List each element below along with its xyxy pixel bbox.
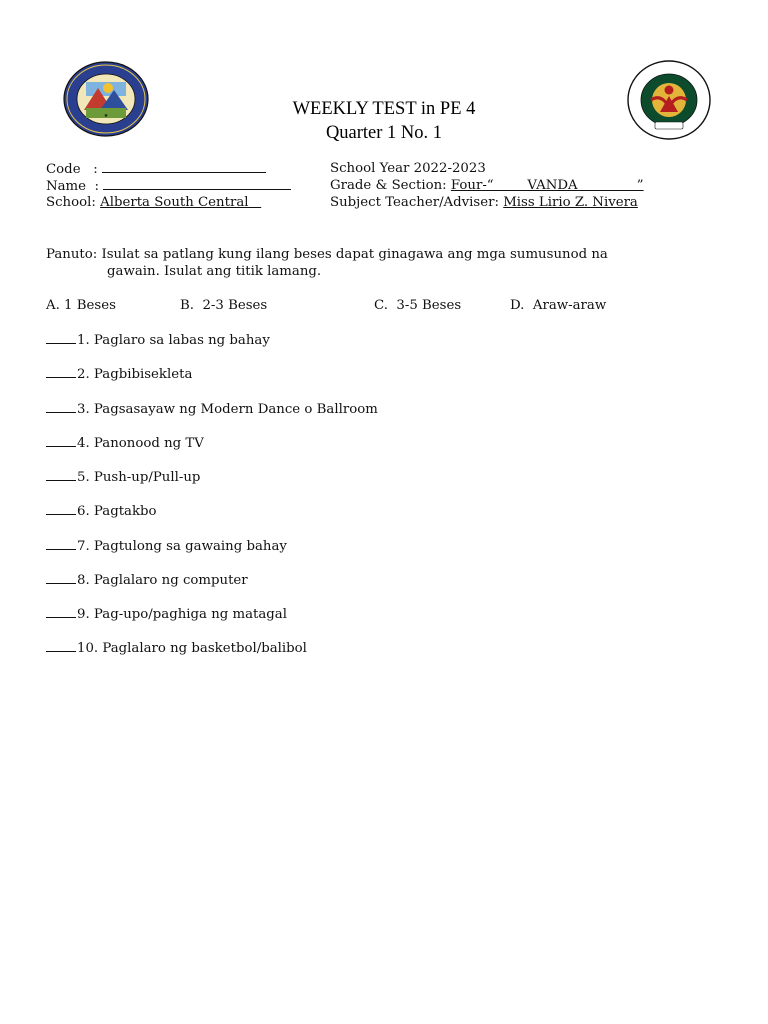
list-item — [46, 571, 248, 589]
school-label: School: — [46, 195, 96, 210]
teacher-value: Miss Lirio Z. Nivera — [503, 195, 638, 210]
answer-blank[interactable] — [46, 434, 76, 447]
answer-blank[interactable] — [46, 502, 76, 515]
instructions-line-2: gawain. Isulat ang titik lamang. — [107, 264, 322, 279]
item-text: 10. Paglalaro ng basketbol/balibol — [77, 641, 307, 656]
answer-blank[interactable] — [46, 468, 76, 481]
grade-row — [330, 177, 644, 194]
list-item — [46, 400, 378, 418]
grade-label: Grade & Section: — [330, 178, 447, 193]
name-row — [46, 177, 291, 195]
answer-blank[interactable] — [46, 571, 76, 584]
item-text: 4. Panonood ng TV — [77, 436, 204, 451]
answer-blank[interactable] — [46, 400, 76, 413]
test-title: WEEKLY TEST in PE 4 — [292, 99, 476, 119]
grade-value: Four-“ VANDA ” — [450, 178, 644, 193]
item-text: 2. Pagbibisekleta — [77, 367, 193, 382]
teacher-label: Subject Teacher/Adviser: — [330, 195, 499, 210]
choice-d: D. Araw-araw — [510, 298, 607, 313]
svg-text:★: ★ — [103, 113, 109, 119]
code-label: Code : — [46, 162, 98, 177]
item-text: 5. Push-up/Pull-up — [77, 470, 201, 485]
item-text: 6. Pagtakbo — [77, 504, 157, 519]
list-item — [46, 434, 204, 452]
choice-a: A. 1 Beses — [46, 298, 116, 313]
choice-c: C. 3-5 Beses — [374, 298, 462, 313]
list-item — [46, 468, 200, 486]
answer-blank[interactable] — [46, 365, 76, 378]
school-row — [46, 194, 261, 211]
choice-b: B. 2-3 Beses — [180, 298, 268, 313]
name-field[interactable] — [103, 177, 291, 190]
school-value: Alberta South Central — [100, 195, 262, 210]
answer-blank[interactable] — [46, 331, 76, 344]
item-text: 9. Pag-upo/paghiga ng matagal — [77, 607, 287, 622]
list-item — [46, 365, 192, 383]
code-field[interactable] — [102, 160, 266, 173]
item-text: 8. Paglalaro ng computer — [77, 573, 248, 588]
test-subtitle: Quarter 1 No. 1 — [325, 123, 443, 143]
answer-blank[interactable] — [46, 639, 76, 652]
list-item — [46, 331, 270, 349]
item-text: 1. Paglaro sa labas ng bahay — [77, 333, 270, 348]
list-item — [46, 605, 287, 623]
item-text: 7. Pagtulong sa gawaing bahay — [77, 539, 287, 554]
list-item — [46, 639, 307, 657]
list-item — [46, 502, 157, 520]
teacher-row — [330, 194, 638, 211]
list-item — [46, 537, 287, 555]
answer-blank[interactable] — [46, 605, 76, 618]
instructions-line-1: Panuto: Isulat sa patlang kung ilang beses dapat ginagawa ang mga sumusunod na — [46, 247, 608, 262]
school-year: School Year 2022-2023 — [330, 161, 486, 176]
code-row — [46, 160, 266, 178]
item-text: 3. Pagsasayaw ng Modern Dance o Ballroom — [77, 402, 378, 417]
answer-blank[interactable] — [46, 537, 76, 550]
name-label: Name : — [46, 179, 99, 194]
